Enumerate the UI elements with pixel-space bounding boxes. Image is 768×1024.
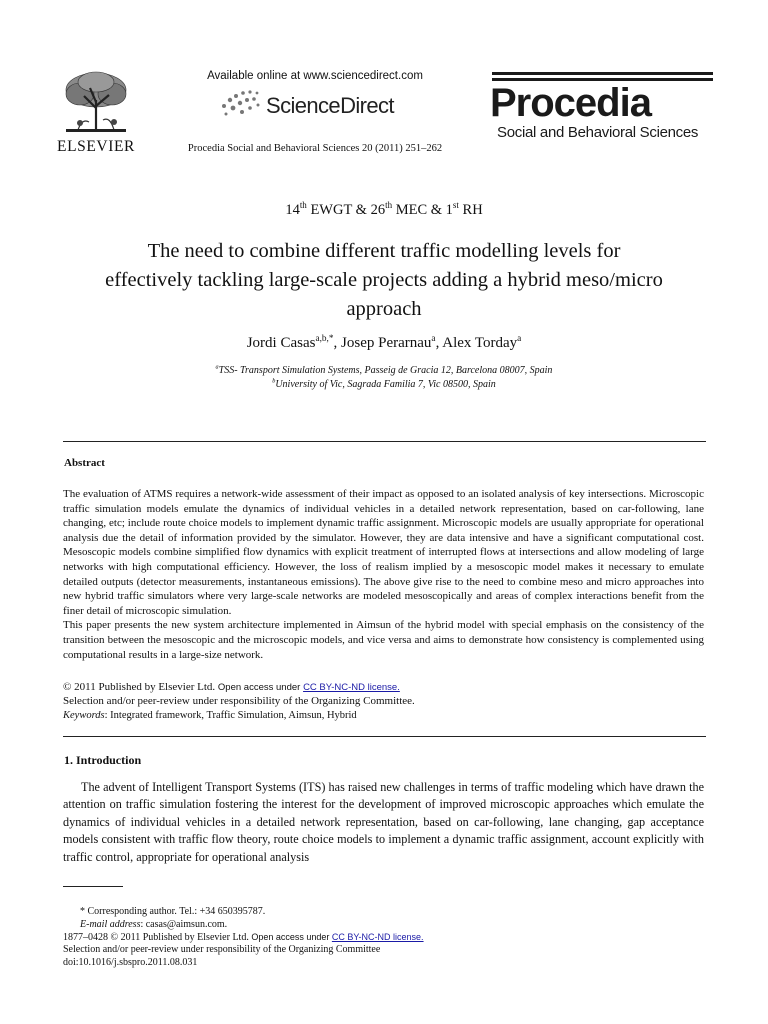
elsevier-tree-logo — [56, 68, 136, 138]
email-note: E-mail address: casas@aimsun.com. — [80, 919, 228, 930]
footnote-rule — [63, 886, 123, 887]
intro-paragraph: The advent of Intelligent Transport Systems (ITS) has raised new challenges in terms of traffic modeling which have drawn the attention on traffic simulation fostering the interest for the development of improved microscopic approaches which emulate the dynamics of individual vehicles in a detailed network representation, based on car-following, lane changing, gap acceptance models consistent with traffic flow theory, route choice models to implement a dynamic traffic assignment, account explicitly with traffic control, appropriate for operational analysis — [63, 780, 704, 864]
abstract-heading: Abstract — [64, 457, 105, 469]
divider — [63, 441, 706, 442]
corresponding-author-note: * Corresponding author. Tel.: +34 650395787. — [80, 906, 266, 917]
available-online-text: Available online at www.sciencedirect.com — [207, 70, 423, 82]
sciencedirect-dots-icon — [216, 88, 264, 118]
keywords: Keywords: Integrated framework, Traffic Simulation, Aimsun, Hybrid — [63, 710, 357, 721]
section-heading: 1. Introduction — [64, 753, 142, 767]
procedia-logo: Procedia — [490, 81, 651, 125]
author: Josep Perarnau — [341, 335, 432, 351]
paper-title: The need to combine different traffic modelling levels for effectively tackling large-scale projects adding a hybrid meso/micro approach — [105, 240, 663, 320]
license-link[interactable]: CC BY-NC-ND license. — [303, 682, 400, 693]
doi: doi:10.1016/j.sbspro.2011.08.031 — [63, 957, 198, 968]
publisher-name: ELSEVIER — [57, 138, 135, 155]
procedia-rule-top — [492, 72, 713, 75]
issn-line: 1877–0428 © 2011 Published by Elsevier Ltd. Open access under CC BY-NC-ND license. — [63, 932, 424, 943]
abstract-body — [63, 487, 704, 662]
divider — [63, 736, 706, 737]
abstract-paragraph: The evaluation of ATMS requires a network-wide assessment of their impact as opposed to an isolated analysis of key intersections. Microscopic traffic simulation models emulate the dynamics of individual vehicles in a detailed network representation, based on car-following, lane changing, etc; include route choice models to implement dynamic traffic assignment. Microscopic models are usually appropriate for operational analysis due the detail of information provided by the simulator. However, they are data intensive and have a significant computational cost. Mesoscopic models combine simplified flow dynamics with explicit treatment of interrupted flows at intersections and allow modeling of large networks with high computational efficiency. However, the loss of realism implied by a mesoscopic model makes it necessary to emulate detailed outputs (detector measurements, instantaneous emissions). The above give rise to the need to combine meso and micro approaches into new hybrid traffic simulators where very large-scale networks are modeled mesoscopically and areas of complex interactions benefit from the finer detail of microscopic simulation. — [63, 488, 704, 617]
sciencedirect-logo: ScienceDirect — [266, 93, 394, 118]
affiliation: $^a$TSS- Transport Simulation Systems, Passeig de Gracia 12, Barcelona 08007, Spain — [215, 363, 553, 376]
footnote-selection: Selection and/or peer-review under responsibility of the Organizing Committee — [63, 944, 381, 955]
author: Jordi Casas — [246, 335, 316, 351]
author: Alex Torday — [442, 335, 518, 351]
conference-name: 14th EWGT & 26th MEC & 1st RH — [285, 200, 483, 218]
procedia-subtitle: Social and Behavioral Sciences — [497, 124, 699, 141]
affiliation: $^b$University of Vic, Sagrada Familia 7, Vic 08500, Spain — [272, 377, 496, 390]
selection-note: Selection and/or peer-review under responsibility of the Organizing Committee. — [63, 695, 415, 707]
license-link[interactable]: CC BY-NC-ND license. — [331, 932, 424, 942]
journal-reference: Procedia Social and Behavioral Sciences 20 (2011) 251–262 — [187, 143, 443, 154]
author-list: Jordi Casas$^{a,b,*}$, Josep Perarnau$^a$, Alex Torday$^a$ — [246, 334, 522, 351]
copyright-line: © 2011 Published by Elsevier Ltd. Open access under CC BY-NC-ND license. — [63, 681, 400, 693]
abstract-paragraph: This paper presents the new system architecture implemented in Aimsun of the hybrid model with special emphasis on the consistency of the transition between the mesoscopic and the microscopic models, and vice versa and aims to demonstrate how consistency is complemented using computational results in a large-size network. — [63, 619, 704, 661]
